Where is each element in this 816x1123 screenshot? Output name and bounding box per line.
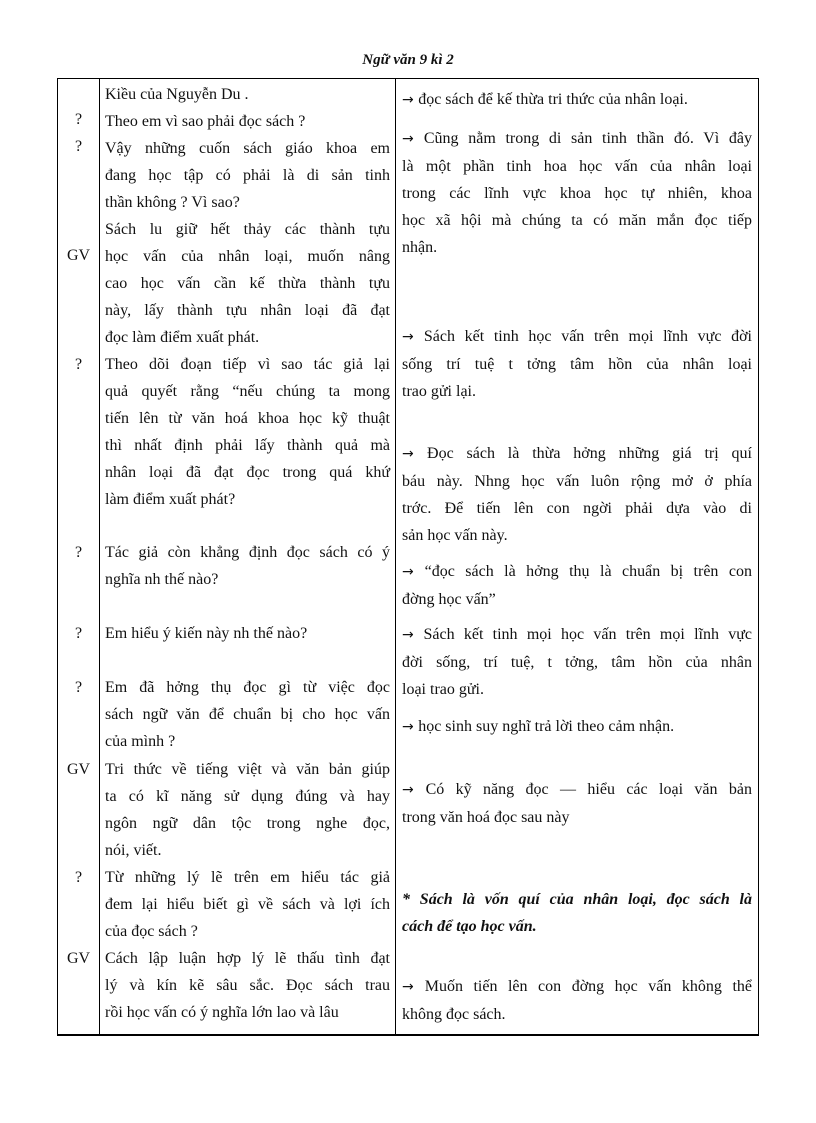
text-line: Cách lập luận hợp lý lẽ thấu tình đạt: [105, 950, 390, 967]
text-line: → Cũng nằm trong di sản tinh thần đó. Vì đây: [402, 130, 753, 147]
question-text: [105, 216, 390, 351]
arrow-icon: →: [402, 782, 426, 798]
column-divider: [99, 79, 100, 1034]
arrow-icon: →: [402, 92, 419, 108]
row-mark: ?: [74, 356, 83, 373]
text-line: Kiều của Nguyễn Du .: [105, 86, 249, 103]
text-line: của mình ?: [105, 733, 176, 750]
text-line: trớc. Để tiến lên con ngời phải dựa vào di: [402, 500, 752, 517]
text-line: học vấn của nhân loại, muốn nâng: [105, 248, 390, 265]
question-text: [105, 620, 390, 647]
text-line: Em hiểu ý kiến này nh thế nào?: [105, 625, 308, 642]
answer-text: [402, 323, 752, 405]
question-text: [105, 756, 390, 864]
answer-text: [402, 621, 752, 703]
text-line: rồi học vấn có ý nghĩa lớn lao và lâu: [105, 1004, 339, 1021]
text-line: nhân loại đã đạt đọc trong quá khứ: [105, 464, 390, 481]
text-line: không đọc sách.: [402, 1006, 506, 1023]
text-line: báu này. Nhng học vấn luôn rộng mở ở phía: [402, 473, 752, 490]
text-line: đang học tập có phải là di sản tinh: [105, 167, 390, 184]
text-line: đem lại hiểu biết gì về sách và lợi ích: [105, 896, 390, 913]
text-line: → học sinh suy nghĩ trả lời theo cảm nhận.: [402, 718, 675, 735]
text-line: của đọc sách ?: [105, 923, 198, 940]
text-line: Em đã hởng thụ đọc gì từ việc đọc: [105, 679, 390, 696]
text-line: trao gửi lại.: [402, 383, 476, 400]
text-line: → Sách kết tinh mọi học vấn trên mọi lĩnh vực: [402, 626, 753, 643]
text-line: trong văn hoá đọc sau này: [402, 809, 570, 826]
arrow-icon: →: [402, 564, 425, 580]
text-line: lý và kín kẽ sâu sắc. Đọc sách trau: [105, 977, 390, 994]
row-mark: ?: [74, 869, 83, 886]
question-text: [105, 81, 390, 108]
arrow-icon: →: [402, 131, 424, 147]
answer-text: [402, 558, 752, 613]
text-line: → đọc sách để kế thừa tri thức của nhân loại.: [402, 91, 688, 108]
row-mark: ?: [74, 679, 83, 696]
text-line: → “đọc sách là hởng thụ là chuẩn bị trên con: [402, 563, 752, 580]
text-line: Sách lu giữ hết thảy các thành tựu: [105, 221, 390, 238]
row-mark: ?: [74, 138, 83, 155]
text-line: trong các lĩnh vực khoa học tự nhiên, khoa: [402, 185, 752, 202]
arrow-icon: →: [402, 979, 425, 995]
text-line: → Sách kết tinh học vấn trên mọi lĩnh vực đời: [402, 328, 752, 345]
question-text: [105, 135, 390, 216]
text-line: → Đọc sách là thừa hởng những giá trị quí: [402, 445, 752, 462]
text-line: đời sống, trí tuệ, t tởng, tâm hồn của nhân: [402, 654, 752, 671]
lesson-table: [57, 78, 759, 1036]
question-text: [105, 351, 390, 513]
text-line: nói, viết.: [105, 842, 162, 859]
text-line: sống trí tuệ t tởng tâm hồn của nhân loại: [402, 356, 752, 373]
text-line: nghĩa nh thế nào?: [105, 571, 219, 588]
text-line: làm điểm xuất phát?: [105, 491, 236, 508]
row-mark: ?: [74, 625, 83, 642]
text-line: thần không ? Vì sao?: [105, 194, 240, 211]
text-line: ngôn ngữ dân tộc trong nghe đọc,: [105, 815, 390, 832]
text-line: đờng học vấn”: [402, 591, 496, 608]
text-line: thì nhất định phải lấy thành quả mà: [105, 437, 390, 454]
answer-text: [402, 776, 752, 831]
question-text: [105, 674, 390, 755]
text-line: sách ngữ văn để chuẩn bị cho học vấn: [105, 706, 390, 723]
row-mark: GV: [66, 247, 91, 264]
answer-text: [402, 440, 752, 549]
text-line: * Sách là vốn quí của nhân loại, đọc sách là: [402, 891, 752, 908]
question-text: [105, 945, 390, 1026]
arrow-icon: →: [402, 719, 419, 735]
answer-text: [402, 973, 752, 1028]
text-line: đọc làm điểm xuất phát.: [105, 329, 260, 346]
question-text: [105, 864, 390, 945]
text-line: tiến lên từ văn hoá khoa học kỹ thuật: [105, 410, 390, 427]
question-text: [105, 539, 390, 593]
arrow-icon: →: [402, 627, 424, 643]
answer-summary: [402, 886, 752, 940]
text-line: cao học vấn cần kế thừa thành tựu: [105, 275, 390, 292]
text-line: này, lấy thành tựu nhân loại đã đạt: [105, 302, 390, 319]
text-line: → Có kỹ năng đọc — hiểu các loại văn bản: [402, 781, 753, 798]
text-line: cách để tạo học vấn.: [402, 918, 537, 935]
text-line: Tri thức về tiếng việt và văn bản giúp: [105, 761, 390, 778]
row-mark: GV: [66, 761, 91, 778]
text-line: sản học vấn này.: [402, 527, 508, 544]
text-line: Theo em vì sao phải đọc sách ?: [105, 113, 306, 130]
text-line: Vậy những cuốn sách giáo khoa em: [105, 140, 390, 157]
arrow-icon: →: [402, 329, 424, 345]
arrow-icon: →: [402, 446, 428, 462]
text-line: là một phần tinh hoa học vấn của nhân loại: [402, 158, 752, 175]
text-line: → Muốn tiến lên con đờng học vấn không thể: [402, 978, 753, 995]
text-line: Theo dõi đoạn tiếp vì sao tác giả lại: [105, 356, 390, 373]
text-line: nhận.: [402, 239, 438, 256]
text-line: quả quyết rằng “nếu chúng ta mong: [105, 383, 390, 400]
text-line: Từ những lý lẽ trên em hiểu tác giả: [105, 869, 390, 886]
page-header: Ngữ văn 9 kì 2: [362, 52, 454, 68]
text-line: Tác giả còn khẳng định đọc sách có ý: [105, 544, 390, 561]
row-mark: ?: [74, 544, 83, 561]
text-line: loại trao gửi.: [402, 681, 484, 698]
text-line: học xã hội mà chúng ta có măn mắn đọc tiếp: [402, 212, 752, 229]
row-mark: GV: [66, 950, 91, 967]
column-divider: [395, 79, 396, 1034]
answer-text: [402, 125, 752, 261]
question-text: [105, 108, 390, 135]
answer-text: [402, 713, 752, 741]
row-mark: ?: [74, 111, 83, 128]
answer-text: [402, 86, 752, 114]
text-line: ta có kĩ năng sử dụng đúng và hay: [105, 788, 390, 805]
